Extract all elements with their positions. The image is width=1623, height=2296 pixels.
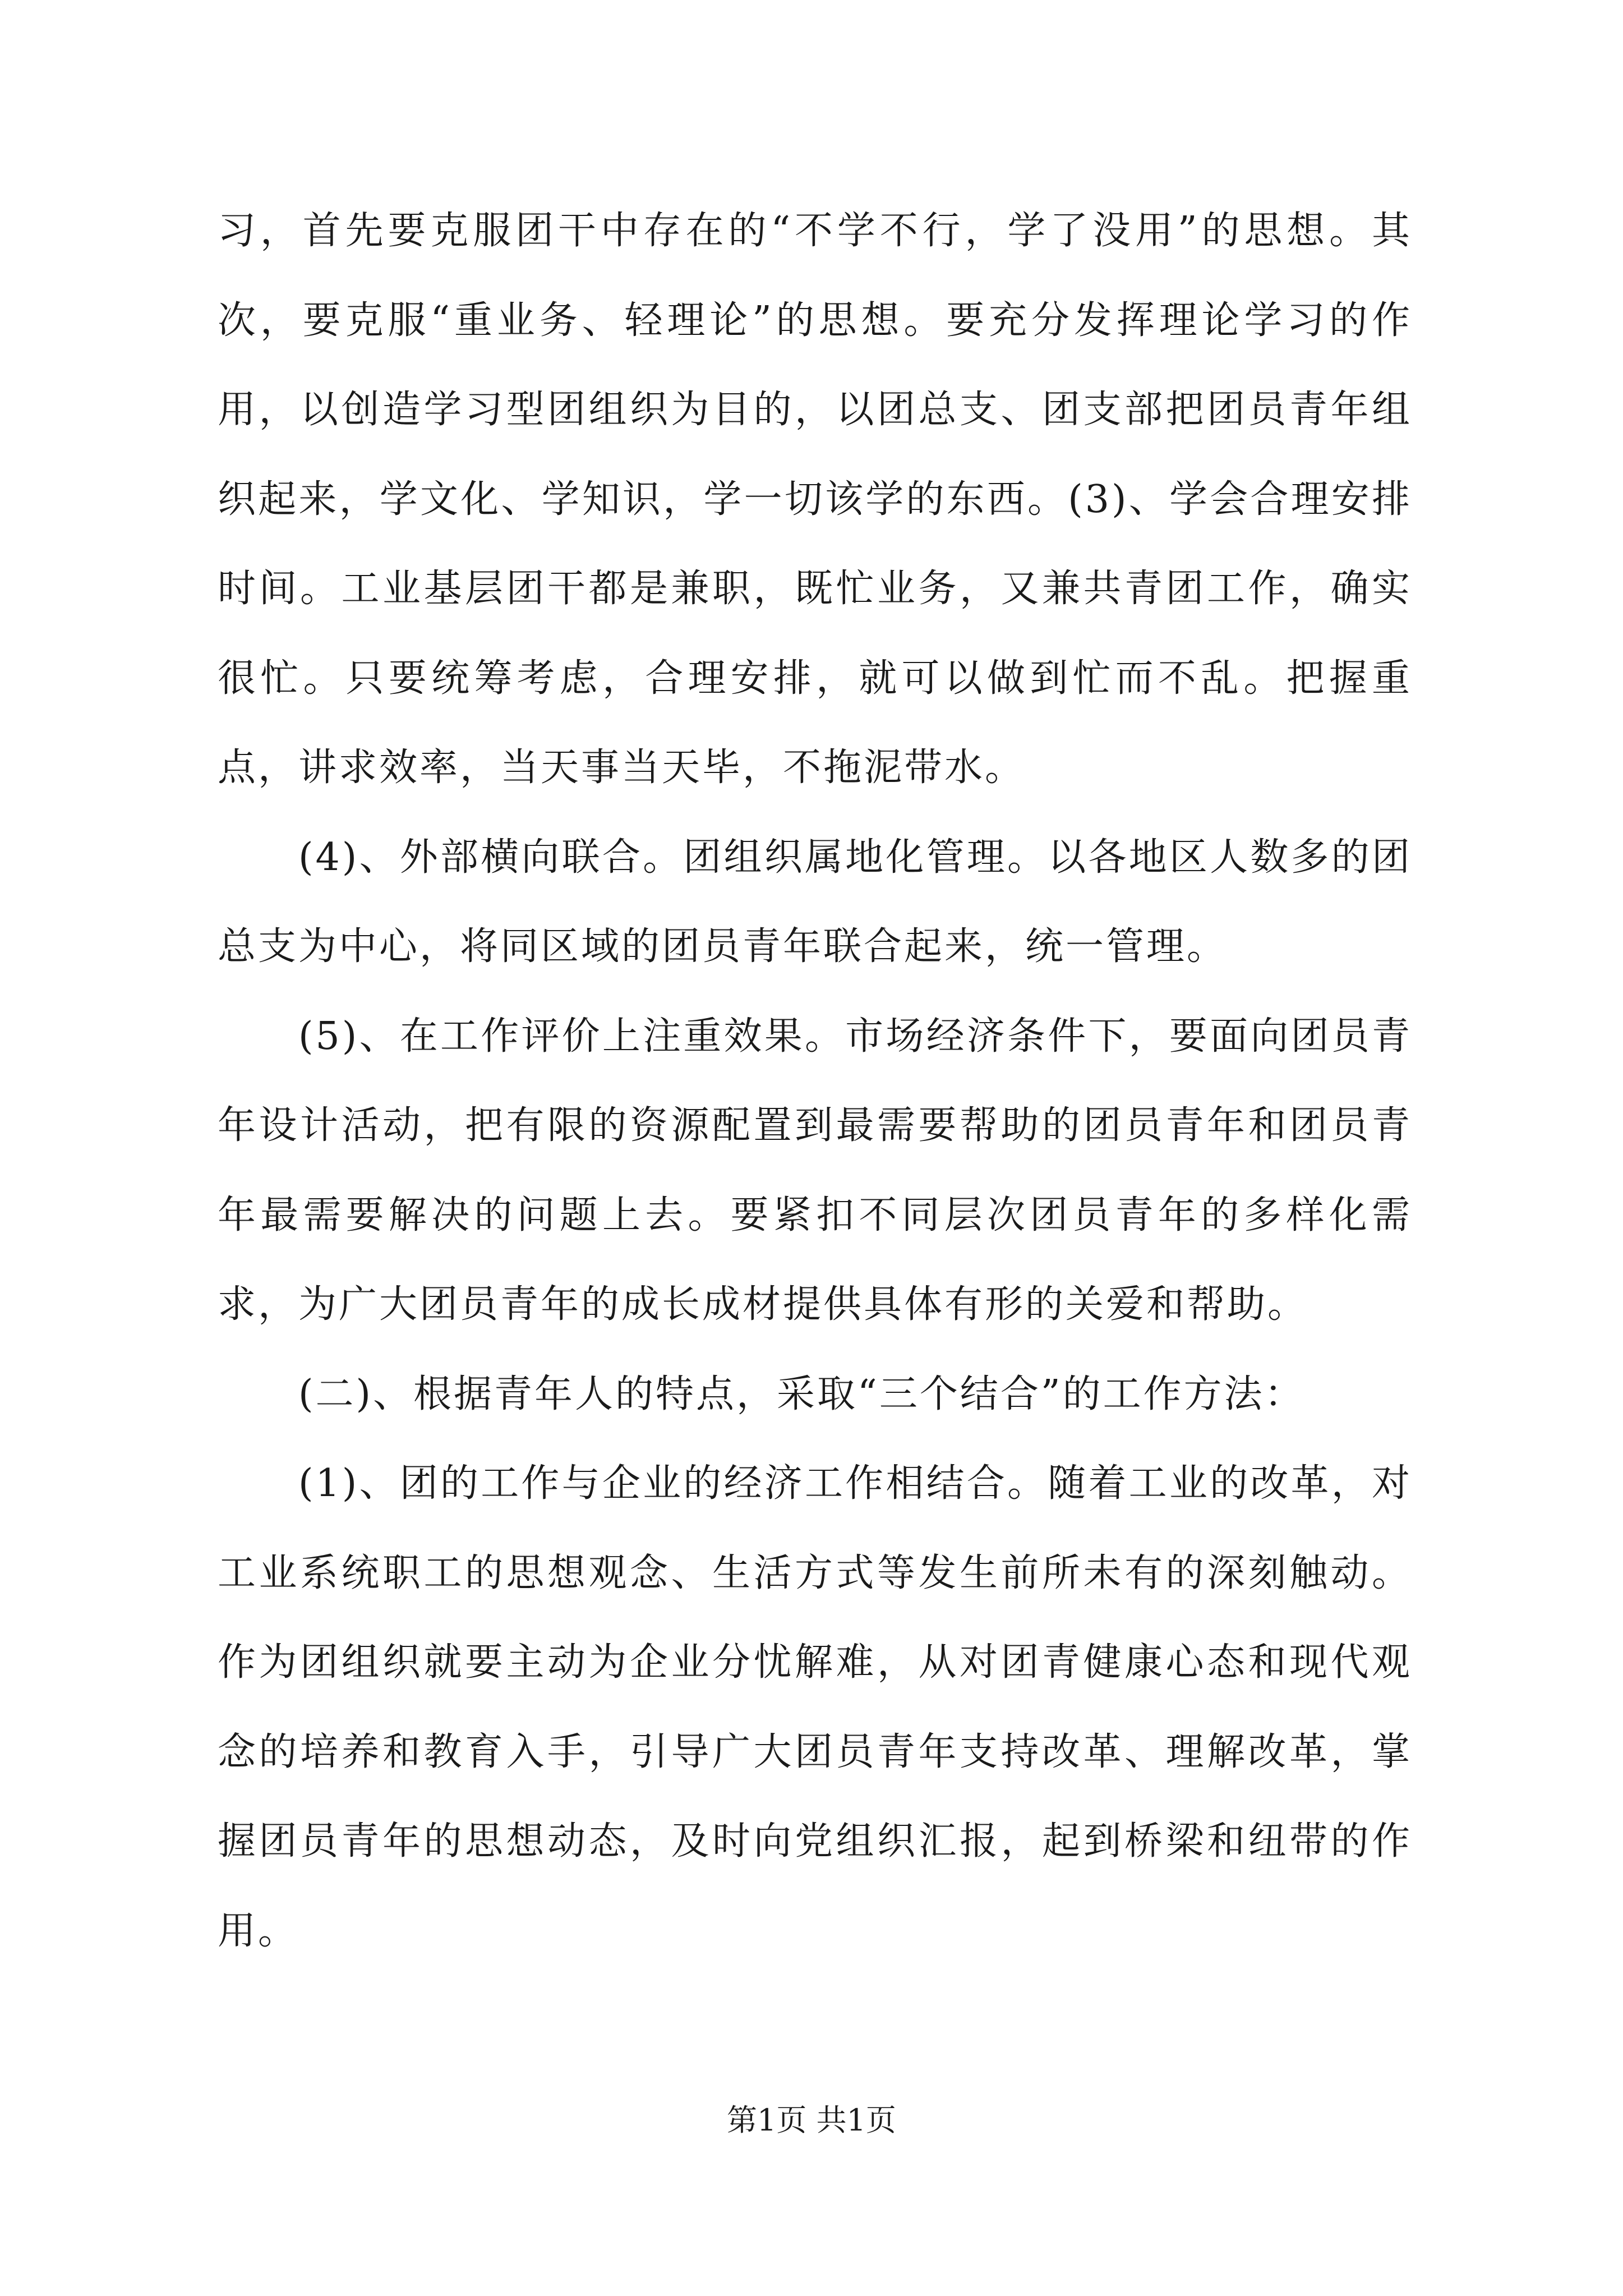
paragraph: (1)、团的工作与企业的经济工作相结合。随着工业的改革，对工业系统职工的思想观念、生活方式等发生前所未有的深刻触动。作为团组织就要主动为企业分忧解难，从对团青健康心态和现代观念的培养和教育入手，引导广大团员青年支持改革、理解改革，掌握团员青年的思想动态，及时向党组织汇报，起到桥梁和纽带的作用。 bbox=[218, 1461, 1412, 1953]
paragraph: (5)、在工作评价上注重效果。市场经济条件下，要面向团员青年设计活动，把有限的资源配置到最需要帮助的团员青年和团员青年最需要解决的问题上去。要紧扣不同层次团员青年的多样化需求，为广大团员青年的成长成材提供具体有形的关爱和帮助。 bbox=[218, 1014, 1412, 1327]
paragraph: (二)、根据青年人的特点，采取“三个结合”的工作方法： bbox=[298, 1372, 1305, 1416]
paragraph: (4)、外部横向联合。团组织属地化管理。以各地区人数多的团总支为中心，将同区域的团员青年联合起来，统一管理。 bbox=[218, 835, 1412, 969]
page-footer bbox=[0, 2101, 1623, 2140]
page-number-label: 第1页 共1页 bbox=[727, 2102, 896, 2138]
paragraph: 习，首先要克服团干中存在的“不学不行，学了没用”的思想。其次，要克服“重业务、轻理论”的思想。要充分发挥理论学习的作用，以创造学习型团组织为目的，以团总支、团支部把团员青年组织起来，学文化、学知识，学一切该学的东西。(3)、学会合理安排时间。工业基层团干都是兼职，既忙业务，又兼共青团工作，确实很忙。只要统筹考虑，合理安排，就可以做到忙而不乱。把握重点，讲求效率，当天事当天毕，不拖泥带水。 bbox=[218, 209, 1412, 790]
document-body bbox=[218, 186, 1412, 1976]
